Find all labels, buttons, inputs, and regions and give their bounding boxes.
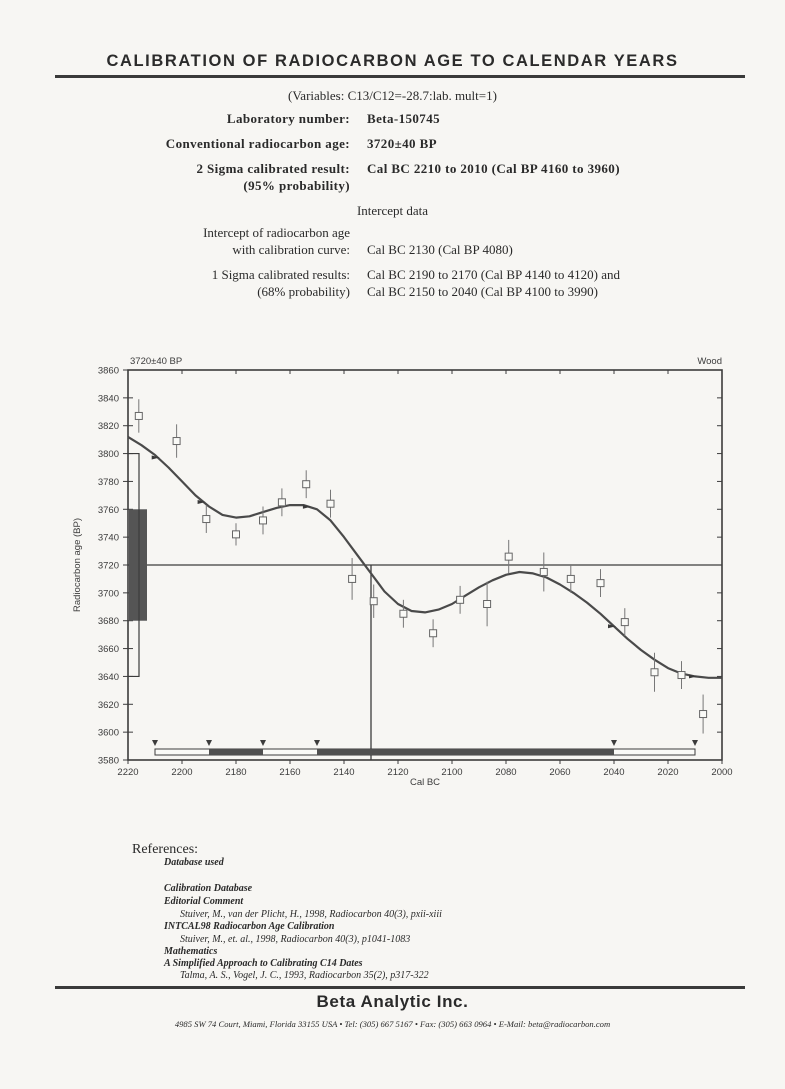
- x-tick-label: 2000: [711, 767, 733, 778]
- range-end-marker: [611, 740, 617, 746]
- references: [132, 842, 198, 858]
- y-tick-label: 3840: [97, 393, 119, 405]
- top-left-label: 3720±40 BP: [130, 356, 183, 367]
- footer-rule: [55, 986, 745, 989]
- y-tick-label: 3620: [97, 699, 119, 711]
- range-end-marker: [152, 740, 158, 746]
- references-heading: References:: [132, 842, 199, 857]
- data-point: [135, 412, 142, 419]
- data-point: [278, 499, 285, 506]
- data-point: [540, 568, 547, 575]
- x-tick-label: 2220: [117, 767, 139, 778]
- data-point: [505, 553, 512, 560]
- intercept-label-2: with calibration curve:: [232, 242, 350, 257]
- data-point: [597, 580, 604, 587]
- ref-line-2: Editorial Comment: [164, 896, 244, 907]
- y-tick-label: 3680: [97, 616, 119, 628]
- data-point: [678, 672, 685, 679]
- ref-line-6: Mathematics: [164, 946, 218, 957]
- intercept-heading: Intercept data: [356, 203, 429, 218]
- range-end-marker: [692, 740, 698, 746]
- x-tick-label: 2100: [441, 767, 463, 778]
- intercept-value: Cal BC 2130 (Cal BP 4080): [367, 242, 513, 257]
- x-axis-label: Cal BC: [409, 777, 441, 788]
- sigma1-cal-range: [209, 749, 263, 755]
- x-tick-label: 2140: [333, 767, 355, 778]
- y-tick-label: 3700: [97, 588, 119, 600]
- data-point: [303, 481, 310, 488]
- data-point: [370, 598, 377, 605]
- ref-line-8: Talma, A. S., Vogel, J. C., 1993, Radiocarbon 35(2), p317-322: [180, 970, 429, 981]
- y-tick-label: 3600: [97, 727, 119, 739]
- conv-age-value: 3720±40 BP: [367, 136, 437, 151]
- lab-number-value: Beta-150745: [367, 111, 440, 126]
- data-point: [567, 575, 574, 582]
- lab-number-label: Laboratory number:: [226, 111, 350, 126]
- page-title: CALIBRATION OF RADIOCARBON AGE TO CALENDAR YEARS: [106, 52, 679, 70]
- y-tick-label: 3800: [97, 449, 119, 461]
- ref-line-4: INTCAL98 Radiocarbon Age Calibration: [164, 921, 335, 932]
- y-tick-label: 3580: [97, 755, 119, 767]
- y-tick-label: 3780: [97, 476, 119, 488]
- x-tick-label: 2020: [657, 767, 679, 778]
- intercept-label-1: Intercept of radiocarbon age: [203, 225, 350, 240]
- data-point: [260, 517, 267, 524]
- x-tick-label: 2200: [171, 767, 193, 778]
- data-point: [621, 619, 628, 626]
- y-tick-label: 3720: [97, 560, 119, 572]
- variables-line: (Variables: C13/C12=-28.7:lab. mult=1): [288, 88, 497, 103]
- company-name: Beta Analytic Inc.: [316, 992, 469, 1011]
- y-tick-label: 3640: [97, 671, 119, 683]
- sigma2-value: Cal BC 2210 to 2010 (Cal BP 4160 to 3960): [367, 161, 620, 176]
- y-tick-label: 3660: [97, 644, 119, 656]
- data-point: [233, 531, 240, 538]
- data-point: [327, 500, 334, 507]
- x-tick-label: 2180: [225, 767, 247, 778]
- data-point: [173, 438, 180, 445]
- sigma1-line-2: Cal BC 2150 to 2040 (Cal BP 4100 to 3990): [367, 284, 598, 299]
- x-tick-label: 2120: [387, 767, 409, 778]
- title-rule: [55, 75, 745, 78]
- range-end-marker: [314, 740, 320, 746]
- calibration-chart: [0, 340, 785, 810]
- calibration-curve: [128, 437, 722, 678]
- x-tick-label: 2060: [549, 767, 571, 778]
- y-tick-label: 3760: [97, 504, 119, 516]
- y-tick-label: 3820: [97, 421, 119, 433]
- x-tick-label: 2080: [495, 767, 517, 778]
- top-right-label: Wood: [697, 356, 722, 367]
- conv-age-label: Conventional radiocarbon age:: [165, 136, 350, 151]
- ref-line-3: Stuiver, M., van der Plicht, H., 1998, Radiocarbon 40(3), pxii-xiii: [180, 909, 442, 920]
- data-point: [651, 669, 658, 676]
- range-end-marker: [206, 740, 212, 746]
- company-address: 4985 SW 74 Court, Miami, Florida 33155 USA • Tel: (305) 667 5167 • Fax: (305) 663 0964 • E-Mail: beta@radiocarbon.com: [174, 1019, 611, 1029]
- sigma1-age-band: [129, 509, 147, 620]
- sigma1-probability: (68% probability): [257, 284, 350, 299]
- ref-line-0: Database used: [164, 857, 224, 868]
- y-tick-label: 3740: [97, 532, 119, 544]
- sigma1-cal-range: [317, 749, 614, 755]
- y-axis-label: Radiocarbon age (BP): [72, 518, 83, 612]
- data-point: [700, 711, 707, 718]
- y-tick-label: 3860: [97, 365, 119, 377]
- sigma2-probability: (95% probability): [243, 178, 350, 193]
- data-point: [400, 610, 407, 617]
- data-point: [484, 601, 491, 608]
- ref-line-1: Calibration Database: [164, 883, 253, 894]
- ref-line-5: Stuiver, M., et. al., 1998, Radiocarbon 40(3), p1041-1083: [180, 934, 411, 945]
- data-point: [349, 575, 356, 582]
- data-point: [203, 516, 210, 523]
- data-point: [430, 630, 437, 637]
- x-tick-label: 2040: [603, 767, 625, 778]
- sigma1-label: 1 Sigma calibrated results:: [211, 267, 350, 282]
- data-point: [457, 596, 464, 603]
- x-tick-label: 2160: [279, 767, 301, 778]
- ref-line-7: A Simplified Approach to Calibrating C14 Dates: [164, 958, 363, 969]
- sigma2-label: 2 Sigma calibrated result:: [196, 161, 350, 176]
- range-end-marker: [260, 740, 266, 746]
- sigma1-line-1: Cal BC 2190 to 2170 (Cal BP 4140 to 4120) and: [367, 267, 621, 282]
